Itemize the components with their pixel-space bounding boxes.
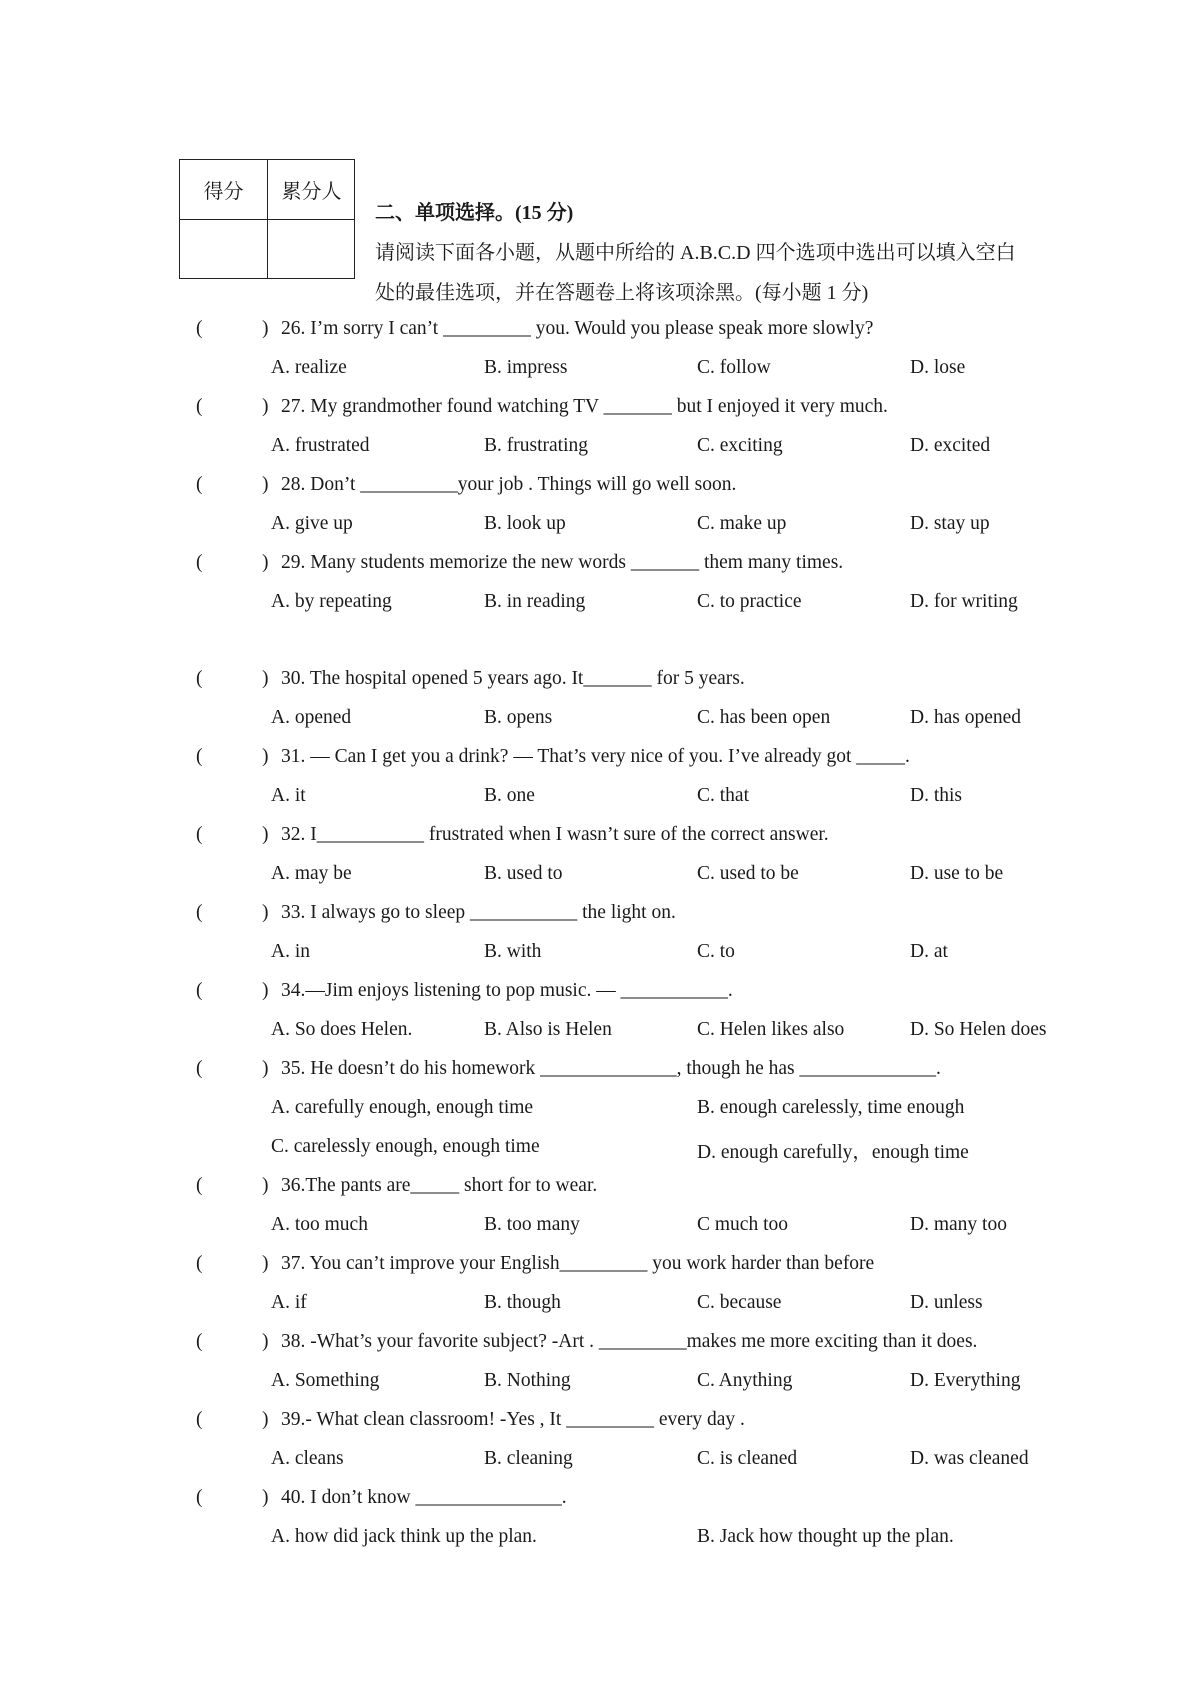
option-c: C much too — [697, 1214, 788, 1235]
option-b: B. used to — [484, 863, 563, 884]
option-c: C. because — [697, 1292, 782, 1313]
option-a: A. give up — [271, 513, 353, 534]
option-a: A. may be — [271, 863, 352, 884]
options-36 — [0, 1214, 1200, 1248]
option-b: B. frustrating — [484, 435, 588, 456]
option-c: C. to practice — [697, 591, 802, 612]
option-b: B. in reading — [484, 591, 586, 612]
options-31 — [0, 785, 1200, 819]
answer-paren-close: ) — [262, 1058, 269, 1079]
question-33 — [0, 902, 1200, 936]
answer-paren-close: ) — [262, 396, 269, 417]
option-a: A. how did jack think up the plan. — [271, 1526, 537, 1547]
option-d: D. was cleaned — [910, 1448, 1029, 1469]
options-39 — [0, 1448, 1200, 1482]
question-text: 30. The hospital opened 5 years ago. It_______ for 5 years. — [281, 668, 745, 689]
option-c: C. exciting — [697, 435, 783, 456]
options-38 — [0, 1370, 1200, 1404]
option-d: D. Everything — [910, 1370, 1021, 1391]
answer-paren-open: ( — [196, 396, 203, 417]
option-a: A. carefully enough, enough time — [271, 1097, 534, 1118]
option-c: C. carelessly enough, enough time — [271, 1136, 540, 1157]
question-text: 38. -What’s your favorite subject? -Art . _________makes me more exciting than it does. — [281, 1331, 978, 1352]
option-d: D. has opened — [910, 707, 1022, 728]
question-40 — [0, 1487, 1200, 1521]
answer-paren-close: ) — [262, 318, 269, 339]
option-d: D. So Helen does — [910, 1019, 1047, 1040]
option-b: B. enough carelessly, time enough — [697, 1097, 965, 1118]
option-d: D. excited — [910, 435, 991, 456]
table-divider — [180, 219, 354, 220]
answer-paren-open: ( — [196, 902, 203, 923]
options-28 — [0, 513, 1200, 547]
option-c: C. follow — [697, 357, 771, 378]
answer-paren-close: ) — [262, 1175, 269, 1196]
option-d: D. for writing — [910, 591, 1018, 612]
question-text: 26. I’m sorry I can’t _________ you. Would you please speak more slowly? — [281, 318, 874, 339]
question-35 — [0, 1058, 1200, 1092]
answer-paren-open: ( — [196, 474, 203, 495]
option-a: A. opened — [271, 707, 352, 728]
option-c: C. has been open — [697, 707, 831, 728]
option-b: B. one — [484, 785, 535, 806]
options-33 — [0, 941, 1200, 975]
question-36 — [0, 1175, 1200, 1209]
option-d: D. lose — [910, 357, 966, 378]
option-a: A. by repeating — [271, 591, 392, 612]
question-text: 36.The pants are_____ short for to wear. — [281, 1175, 598, 1196]
question-text: 32. I___________ frustrated when I wasn’t sure of the correct answer. — [281, 824, 829, 845]
option-b: B. impress — [484, 357, 568, 378]
answer-paren-open: ( — [196, 746, 203, 767]
answer-paren-open: ( — [196, 1253, 203, 1274]
options-26 — [0, 357, 1200, 391]
grader-header: 累分人 — [281, 181, 342, 203]
answer-paren-close: ) — [262, 1253, 269, 1274]
option-b: B. though — [484, 1292, 561, 1313]
question-text: 37. You can’t improve your English_________ you work harder than before — [281, 1253, 875, 1274]
answer-paren-close: ) — [262, 474, 269, 495]
question-text: 28. Don’t __________your job . Things will go well soon. — [281, 474, 737, 495]
question-28 — [0, 474, 1200, 508]
instruction-line: 请阅读下面各小题，从题中所给的 A.B.C.D 四个选项中选出可以填入空白 — [375, 242, 1016, 264]
option-a: A. if — [271, 1292, 307, 1313]
question-29 — [0, 552, 1200, 586]
answer-paren-open: ( — [196, 1175, 203, 1196]
option-c: C. to — [697, 941, 735, 962]
answer-paren-open: ( — [196, 824, 203, 845]
answer-paren-close: ) — [262, 902, 269, 923]
answer-paren-open: ( — [196, 1487, 203, 1508]
question-38 — [0, 1331, 1200, 1365]
answer-paren-open: ( — [196, 980, 203, 1001]
option-a: A. in — [271, 941, 310, 962]
option-b: B. cleaning — [484, 1448, 573, 1469]
answer-paren-open: ( — [196, 1409, 203, 1430]
option-a: A. cleans — [271, 1448, 344, 1469]
option-c: C. make up — [697, 513, 787, 534]
answer-paren-open: ( — [196, 1331, 203, 1352]
option-b: B. opens — [484, 707, 553, 728]
option-c: C. used to be — [697, 863, 799, 884]
option-a: A. it — [271, 785, 306, 806]
option-b: B. Also is Helen — [484, 1019, 612, 1040]
answer-paren-close: ) — [262, 668, 269, 689]
options-35-row1 — [0, 1097, 1200, 1131]
answer-paren-close: ) — [262, 980, 269, 1001]
instruction-line: 处的最佳选项，并在答题卷上将该项涂黑。(每小题 1 分) — [375, 282, 869, 304]
option-a: A. realize — [271, 357, 347, 378]
options-34 — [0, 1019, 1200, 1053]
option-d: D. at — [910, 941, 948, 962]
option-d: D. enough carefully，enough time — [697, 1142, 969, 1163]
option-a: A. frustrated — [271, 435, 370, 456]
option-b: B. too many — [484, 1214, 580, 1235]
question-26 — [0, 318, 1200, 352]
option-b: B. Jack how thought up the plan. — [697, 1526, 954, 1547]
options-35-row2 — [0, 1136, 1200, 1170]
question-27 — [0, 396, 1200, 430]
option-d: D. this — [910, 785, 963, 806]
question-text: 27. My grandmother found watching TV _______ but I enjoyed it very much. — [281, 396, 888, 417]
option-c: C. Anything — [697, 1370, 793, 1391]
section-title: 二、单项选择。(15 分) — [375, 202, 574, 224]
option-a: A. So does Helen. — [271, 1019, 413, 1040]
question-text: 33. I always go to sleep ___________ the light on. — [281, 902, 676, 923]
option-d: D. use to be — [910, 863, 1004, 884]
question-37 — [0, 1253, 1200, 1287]
question-text: 39.- What clean classroom! -Yes , It _________ every day . — [281, 1409, 745, 1430]
options-27 — [0, 435, 1200, 469]
option-d: D. stay up — [910, 513, 990, 534]
answer-paren-close: ) — [262, 824, 269, 845]
question-text: 31. — Can I get you a drink? — That’s very nice of you. I’ve already got _____. — [281, 746, 910, 767]
question-text: 34.—Jim enjoys listening to pop music. — ___________. — [281, 980, 733, 1001]
answer-paren-close: ) — [262, 746, 269, 767]
option-d: D. many too — [910, 1214, 1007, 1235]
question-32 — [0, 824, 1200, 858]
options-29 — [0, 591, 1200, 625]
question-30 — [0, 668, 1200, 702]
question-39 — [0, 1409, 1200, 1443]
options-40 — [0, 1526, 1200, 1560]
score-header: 得分 — [203, 181, 244, 203]
option-b: B. with — [484, 941, 542, 962]
option-d: D. unless — [910, 1292, 983, 1313]
option-c: C. that — [697, 785, 749, 806]
answer-paren-close: ) — [262, 1487, 269, 1508]
options-30 — [0, 707, 1200, 741]
question-text: 40. I don’t know _______________. — [281, 1487, 567, 1508]
answer-paren-open: ( — [196, 1058, 203, 1079]
score-table — [179, 159, 355, 279]
option-b: B. look up — [484, 513, 566, 534]
answer-paren-close: ) — [262, 1409, 269, 1430]
question-text: 35. He doesn’t do his homework ______________, though he has ______________. — [281, 1058, 941, 1079]
option-b: B. Nothing — [484, 1370, 571, 1391]
question-31 — [0, 746, 1200, 780]
question-text: 29. Many students memorize the new words _______ them many times. — [281, 552, 844, 573]
option-a: A. Something — [271, 1370, 380, 1391]
options-37 — [0, 1292, 1200, 1326]
option-c: C. is cleaned — [697, 1448, 798, 1469]
option-a: A. too much — [271, 1214, 368, 1235]
answer-paren-open: ( — [196, 668, 203, 689]
answer-paren-close: ) — [262, 552, 269, 573]
option-c: C. Helen likes also — [697, 1019, 845, 1040]
answer-paren-close: ) — [262, 1331, 269, 1352]
answer-paren-open: ( — [196, 552, 203, 573]
options-32 — [0, 863, 1200, 897]
question-34 — [0, 980, 1200, 1014]
answer-paren-open: ( — [196, 318, 203, 339]
